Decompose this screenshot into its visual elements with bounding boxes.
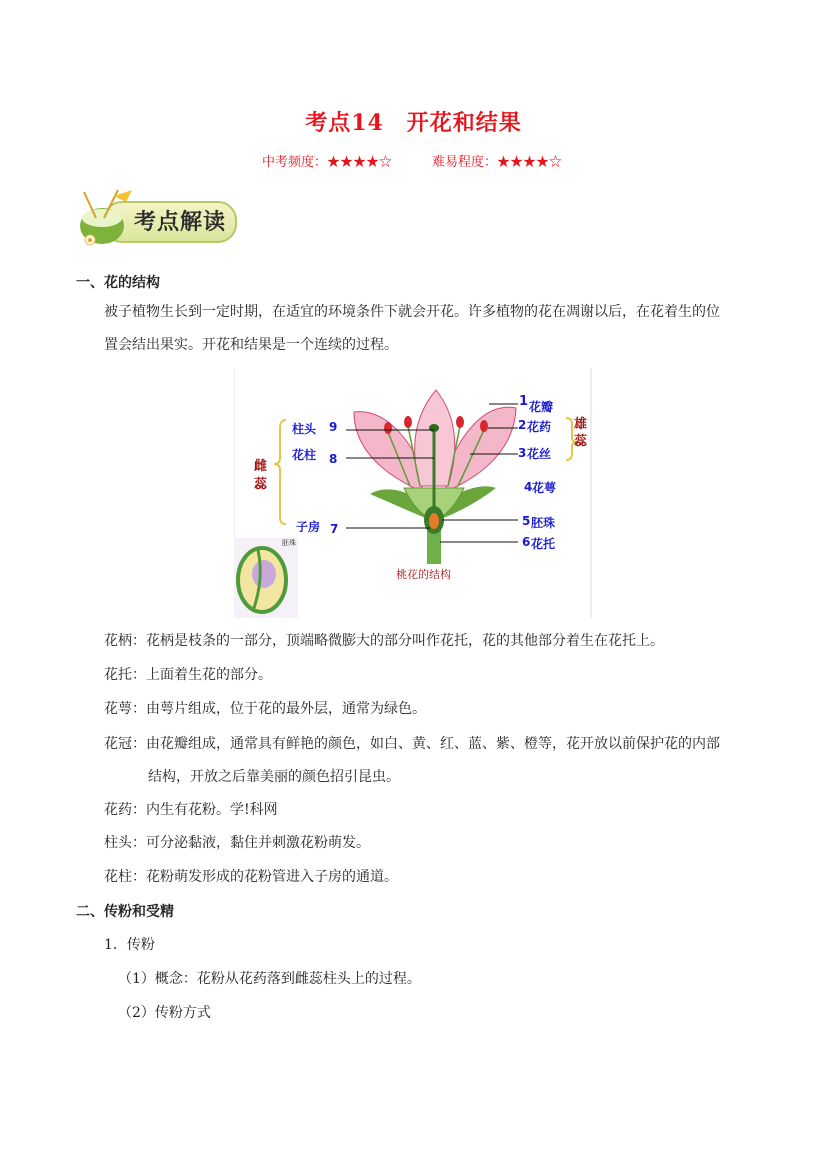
label-number-8: 8 (329, 452, 338, 466)
label-number-9: 9 (329, 420, 338, 434)
definition-term: 花柄： (104, 633, 146, 649)
label-filament: 花丝 (527, 447, 552, 461)
frequency-rating (262, 151, 392, 170)
definition-text: 由萼片组成，位于花的最外层，通常为绿色。 (146, 701, 426, 717)
label-number-6: 6 (522, 535, 531, 549)
frequency-label: 中考频度： (262, 155, 328, 170)
stamen-group-label: 雄蕊 (574, 417, 588, 449)
definition-row (104, 799, 278, 819)
label-number-7: 7 (330, 522, 339, 536)
list-item: 1．传粉 (104, 937, 155, 953)
figure-caption: 桃花的结构 (396, 568, 451, 581)
definition-text: 花柄是枝条的一部分，顶端略微膨大的部分叫作花托，花的其他部分着生在花托上。 (146, 633, 664, 649)
inset-label: 胚珠 (282, 539, 296, 547)
list-item: （1）概念：花粉从花药落到雌蕊柱头上的过程。 (118, 971, 421, 987)
definition-term: 花药： (104, 802, 146, 818)
definition-row (104, 832, 370, 852)
definition-row (104, 698, 426, 718)
definition-term: 花托： (104, 667, 146, 683)
banner-text: 考点解读 (134, 209, 227, 235)
label-receptacle: 花托 (531, 537, 556, 551)
definition-row (104, 733, 720, 753)
label-style: 花柱 (292, 448, 317, 462)
label-anther: 花药 (527, 420, 552, 434)
definition-term: 花柱： (104, 869, 146, 885)
definition-text: 上面着生花的部分。 (146, 667, 272, 683)
label-sepal: 花萼 (532, 481, 557, 495)
definition-continuation: 结构，开放之后靠美丽的颜色招引昆虫。 (148, 769, 400, 785)
definition-term: 花冠： (104, 736, 146, 752)
pistil-group-label: 雌蕊 (254, 459, 268, 492)
flower-structure-diagram (234, 368, 592, 618)
difficulty-label: 难易程度： (432, 155, 498, 170)
definition-text: 内生有花粉。学!科网 (146, 802, 278, 818)
frequency-stars: ★★★★☆ (327, 155, 393, 170)
label-number-5: 5 (522, 514, 531, 528)
definition-text: 由花瓣组成，通常具有鲜艳的颜色，如白、黄、红、蓝、紫、橙等，花开放以前保护花的内部 (146, 736, 720, 752)
label-number-2: 2 (518, 418, 527, 432)
paragraph-line: 被子植物生长到一定时期，在适宜的环境条件下就会开花。许多植物的花在凋谢以后，在花着生的位 (104, 304, 720, 320)
section-banner (74, 188, 240, 250)
label-number-4: 4 (524, 480, 533, 494)
section-heading: 二、传粉和受精 (76, 904, 174, 920)
label-ovule: 胚珠 (531, 516, 556, 530)
difficulty-stars: ★★★★☆ (497, 155, 563, 170)
definition-text: 花粉萌发形成的花粉管进入子房的通道。 (146, 869, 398, 885)
ovule-inset (234, 538, 298, 618)
label-petal: 花瓣 (529, 400, 554, 414)
definition-term: 花萼： (104, 701, 146, 717)
label-stigma: 柱头 (292, 422, 317, 436)
definition-row (104, 866, 398, 886)
definition-row (104, 664, 272, 684)
label-ovary: 子房 (296, 520, 321, 534)
label-number-3: 3 (518, 446, 527, 460)
definition-text: 可分泌黏液，黏住并刺激花粉萌发。 (146, 835, 370, 851)
list-item: （2）传粉方式 (118, 1005, 211, 1021)
definition-term: 柱头： (104, 835, 146, 851)
difficulty-rating (432, 151, 562, 170)
page-title: 考点14 开花和结果 (305, 110, 522, 136)
definition-row (104, 630, 664, 650)
label-number-1: 1 (519, 394, 529, 409)
paragraph-line: 置会结出果实。开花和结果是一个连续的过程。 (104, 337, 398, 353)
section-heading: 一、花的结构 (76, 275, 160, 291)
